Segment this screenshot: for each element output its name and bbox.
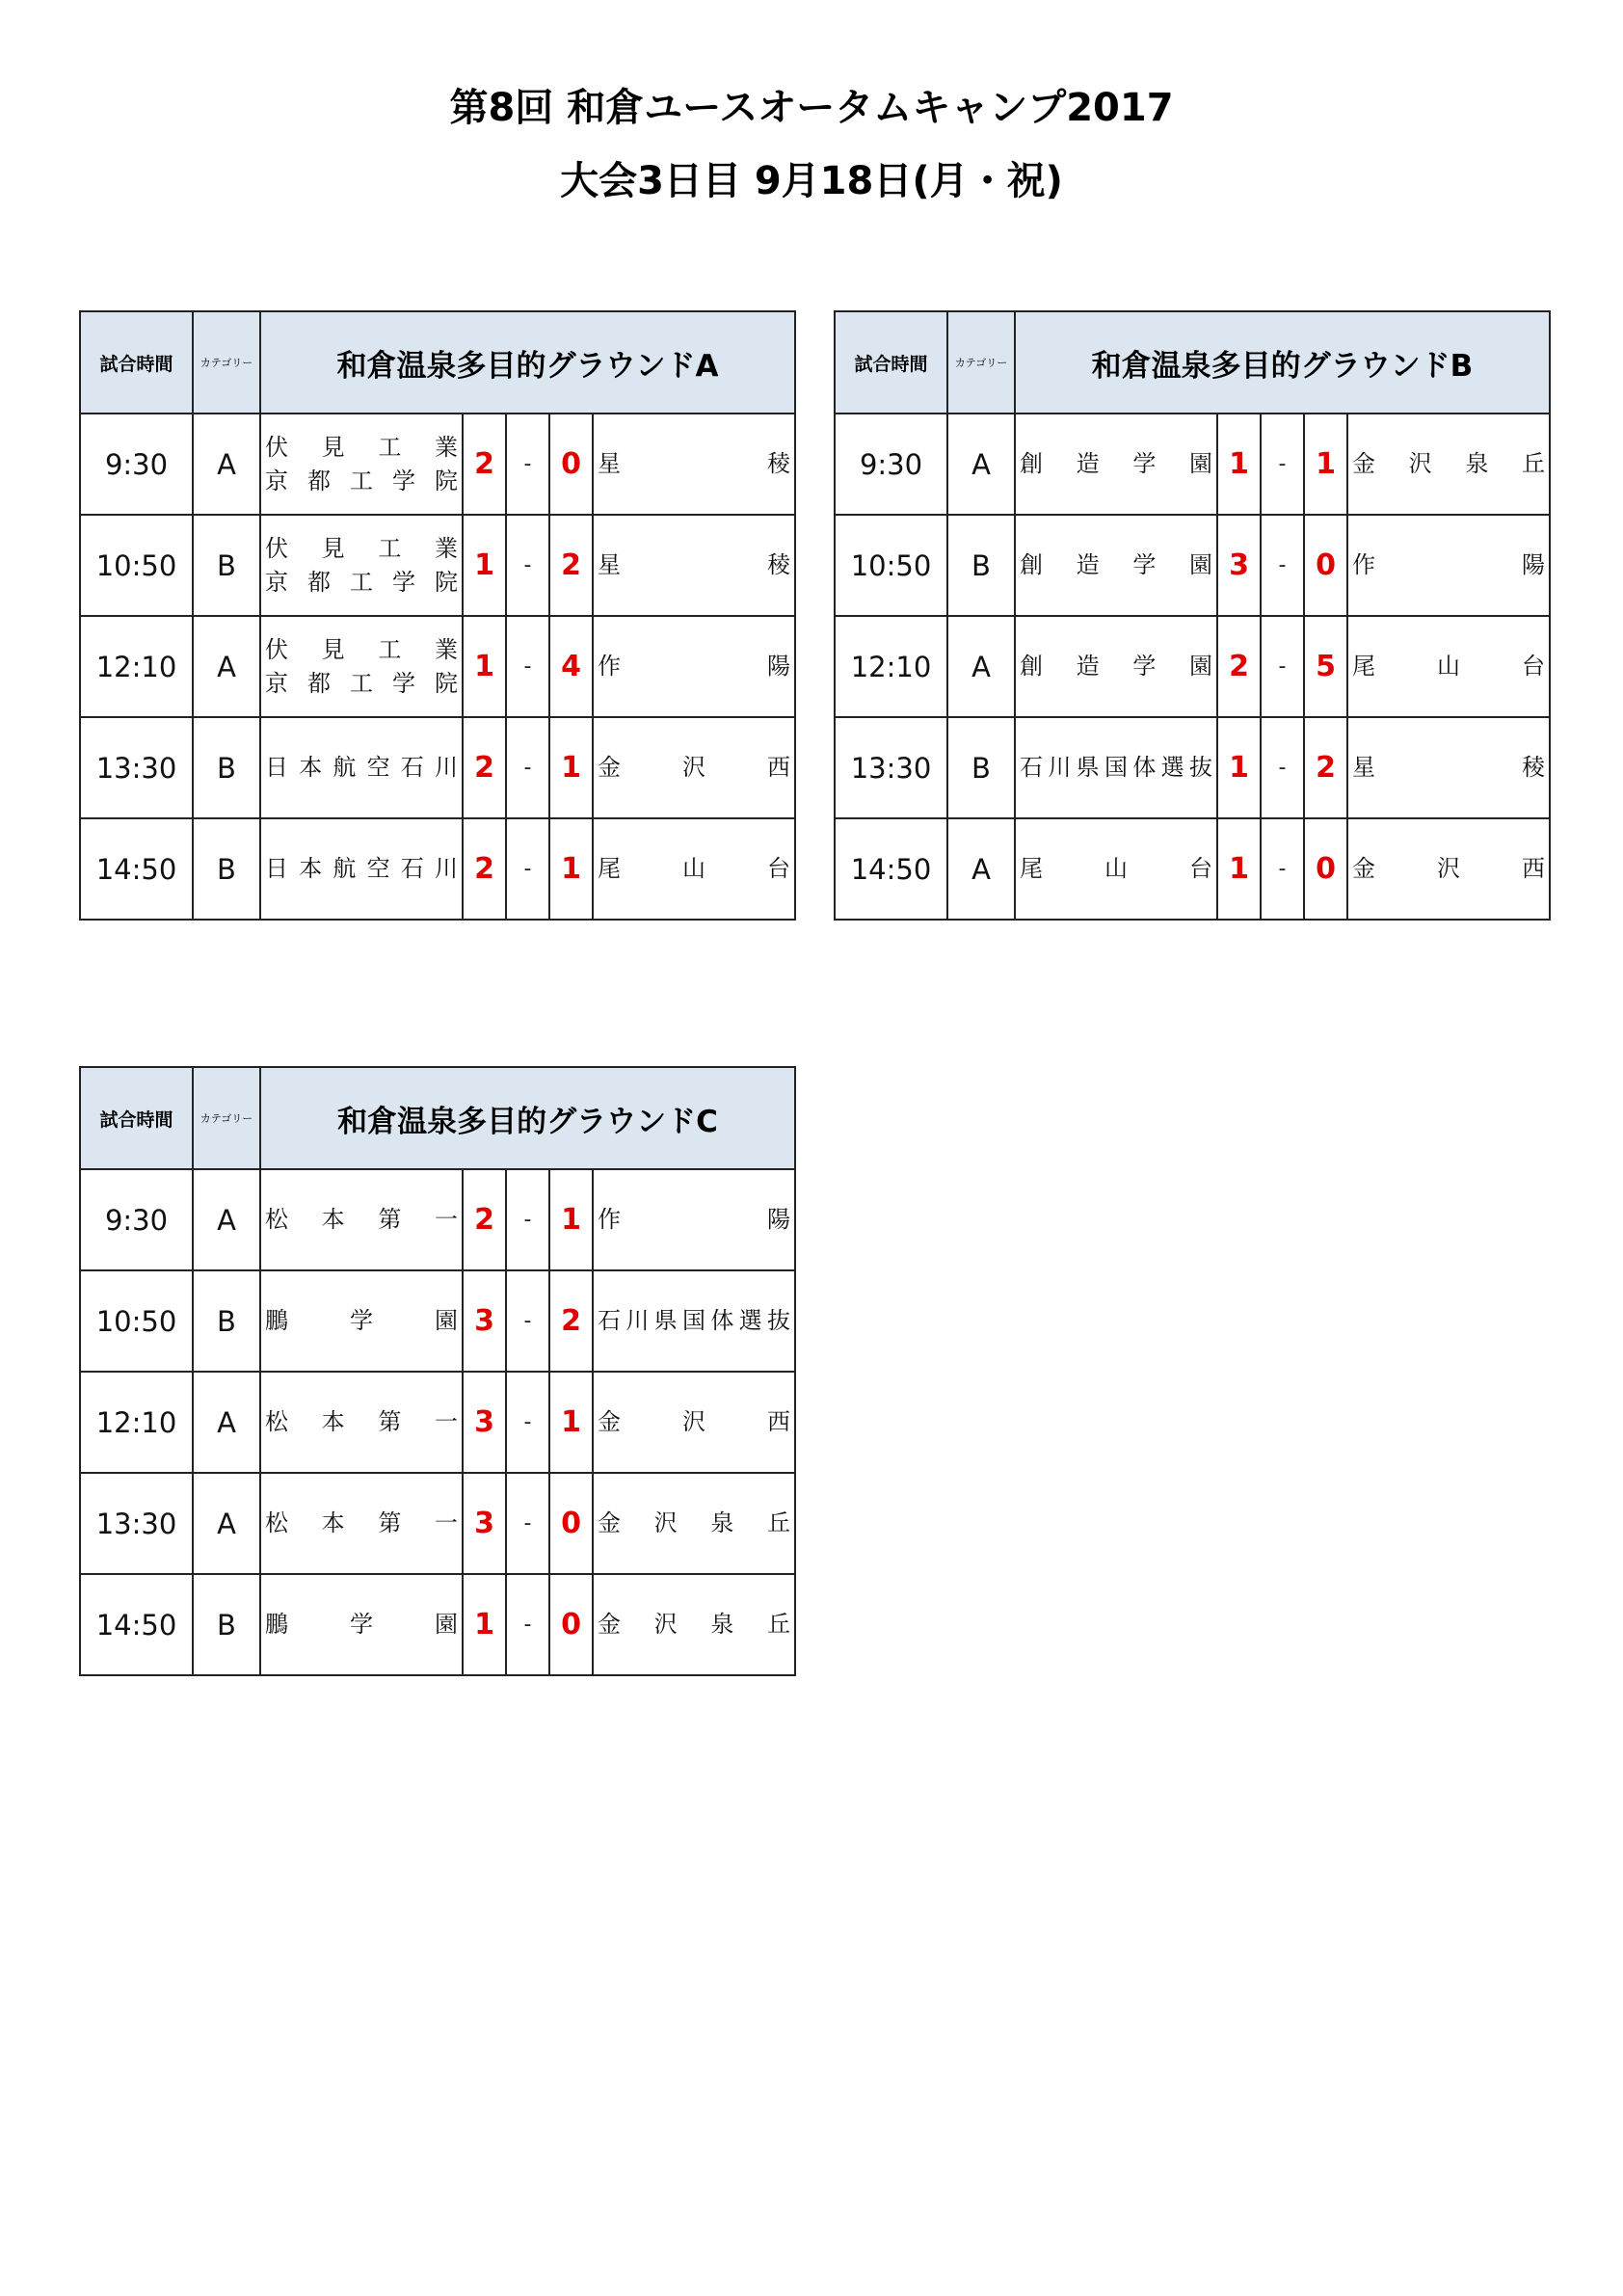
- home-team: [1015, 818, 1217, 920]
- home-team-name: 松 本 第 一: [265, 1408, 458, 1436]
- away-team-name: 作 陽: [1352, 551, 1545, 579]
- score-separator: -: [1261, 616, 1304, 717]
- score-separator: -: [506, 414, 549, 515]
- away-team: [1347, 616, 1550, 717]
- home-team-line: 京都工学院: [265, 467, 458, 494]
- away-score: 0: [549, 414, 593, 515]
- match-row: [80, 1473, 795, 1574]
- home-score: 1: [1217, 414, 1261, 515]
- away-team: [593, 717, 795, 818]
- away-team-name: 尾 山 台: [1352, 653, 1545, 681]
- away-team: [593, 1372, 795, 1473]
- match-time: 13:30: [80, 1473, 193, 1574]
- match-category: A: [193, 1473, 260, 1574]
- schedule-table-ground-a: [79, 310, 796, 921]
- table-header-row: [80, 311, 795, 414]
- home-team: [260, 1372, 463, 1473]
- match-row: [80, 616, 795, 717]
- home-team-line: 伏 見 工 業: [265, 635, 458, 663]
- home-score: 1: [463, 616, 506, 717]
- match-row: [80, 1169, 795, 1270]
- away-team: [593, 515, 795, 616]
- table-header-row: [80, 1067, 795, 1169]
- home-team: [260, 1169, 463, 1270]
- away-team: [593, 1574, 795, 1675]
- header-category: カテゴリー: [193, 311, 260, 414]
- match-category: A: [193, 1372, 260, 1473]
- score-separator: -: [1261, 414, 1304, 515]
- match-category: B: [947, 717, 1015, 818]
- away-team: [1347, 818, 1550, 920]
- away-team: [593, 1473, 795, 1574]
- home-team: [1015, 717, 1217, 818]
- match-category: B: [193, 818, 260, 920]
- home-score: 3: [463, 1372, 506, 1473]
- match-time: 10:50: [80, 1270, 193, 1372]
- match-category: B: [193, 515, 260, 616]
- away-score: 2: [1304, 717, 1347, 818]
- home-score: 2: [463, 818, 506, 920]
- away-score: 1: [549, 1169, 593, 1270]
- away-team-name: 金 沢 西: [598, 1408, 790, 1436]
- home-team: [1015, 515, 1217, 616]
- match-category: B: [193, 1574, 260, 1675]
- match-time: 9:30: [80, 1169, 193, 1270]
- home-score: 1: [1217, 818, 1261, 920]
- header-category: カテゴリー: [193, 1067, 260, 1169]
- home-score: 3: [463, 1270, 506, 1372]
- away-team: [593, 1270, 795, 1372]
- away-team-name: 金 沢 西: [1352, 855, 1545, 883]
- away-score: 1: [549, 717, 593, 818]
- away-team-name: 石川県国体選抜: [598, 1307, 790, 1335]
- score-separator: -: [506, 616, 549, 717]
- score-separator: -: [1261, 717, 1304, 818]
- home-team-name: 創 造 学 園: [1020, 551, 1212, 579]
- away-team-name: 金 沢 泉 丘: [598, 1509, 790, 1537]
- away-team: [1347, 414, 1550, 515]
- away-score: 0: [1304, 818, 1347, 920]
- match-time: 14:50: [80, 1574, 193, 1675]
- home-score: 1: [1217, 717, 1261, 818]
- home-team-name: 鵬 学 園: [265, 1611, 458, 1639]
- match-time: 10:50: [80, 515, 193, 616]
- home-score: 1: [463, 515, 506, 616]
- match-category: B: [193, 717, 260, 818]
- away-team-name: 星 稜: [598, 551, 790, 579]
- match-row: [80, 1574, 795, 1675]
- header-category: カテゴリー: [947, 311, 1015, 414]
- match-category: A: [947, 818, 1015, 920]
- match-row: [835, 616, 1550, 717]
- home-team-line: 京都工学院: [265, 669, 458, 697]
- table-header-row: [835, 311, 1550, 414]
- away-team: [1347, 717, 1550, 818]
- home-team-name: 日本航空石川: [265, 855, 458, 883]
- away-team-name: 金 沢 泉 丘: [1352, 450, 1545, 478]
- header-ground-name: 和倉温泉多目的グラウンドB: [1015, 311, 1550, 414]
- home-team-name: 日本航空石川: [265, 754, 458, 782]
- home-team: [260, 818, 463, 920]
- match-time: 12:10: [835, 616, 947, 717]
- score-separator: -: [506, 818, 549, 920]
- header-time: 試合時間: [835, 311, 947, 414]
- home-score: 2: [463, 1169, 506, 1270]
- page-title: 第8回 和倉ユースオータムキャンプ2017: [449, 86, 1174, 130]
- score-separator: -: [506, 1270, 549, 1372]
- match-time: 9:30: [835, 414, 947, 515]
- match-category: B: [947, 515, 1015, 616]
- away-team: [593, 414, 795, 515]
- home-team: [260, 717, 463, 818]
- match-row: [80, 414, 795, 515]
- away-score: 1: [1304, 414, 1347, 515]
- score-separator: -: [506, 1169, 549, 1270]
- away-score: 0: [549, 1574, 593, 1675]
- home-team-name: 松 本 第 一: [265, 1206, 458, 1234]
- home-team-name: 石川県国体選抜: [1020, 754, 1212, 782]
- home-team-line: 伏 見 工 業: [265, 534, 458, 562]
- page-subtitle: 大会3日目 9月18日(月・祝): [560, 159, 1063, 203]
- match-row: [835, 414, 1550, 515]
- match-row: [80, 717, 795, 818]
- home-team-line: 京都工学院: [265, 568, 458, 596]
- away-team: [1347, 515, 1550, 616]
- match-time: 13:30: [80, 717, 193, 818]
- home-team: [260, 1473, 463, 1574]
- match-row: [835, 818, 1550, 920]
- home-score: 3: [463, 1473, 506, 1574]
- match-time: 9:30: [80, 414, 193, 515]
- schedule-table-ground-b: [834, 310, 1551, 921]
- home-team: [1015, 414, 1217, 515]
- match-category: A: [193, 616, 260, 717]
- away-score: 0: [1304, 515, 1347, 616]
- away-team-name: 作 陽: [598, 1206, 790, 1234]
- home-team-name: 鵬 学 園: [265, 1307, 458, 1335]
- score-separator: -: [506, 1574, 549, 1675]
- score-separator: -: [1261, 818, 1304, 920]
- match-row: [80, 1270, 795, 1372]
- away-team-name: 星 稜: [598, 450, 790, 478]
- schedule-table-ground-c: [79, 1066, 796, 1676]
- away-team-name: 金 沢 西: [598, 754, 790, 782]
- match-row: [80, 1372, 795, 1473]
- away-team-name: 星 稜: [1352, 754, 1545, 782]
- away-team-name: 金 沢 泉 丘: [598, 1611, 790, 1639]
- home-score: 2: [1217, 616, 1261, 717]
- away-score: 5: [1304, 616, 1347, 717]
- away-score: 4: [549, 616, 593, 717]
- home-team: [260, 1270, 463, 1372]
- match-time: 14:50: [835, 818, 947, 920]
- match-row: [835, 717, 1550, 818]
- match-time: 14:50: [80, 818, 193, 920]
- match-time: 12:10: [80, 1372, 193, 1473]
- away-team: [593, 616, 795, 717]
- match-time: 10:50: [835, 515, 947, 616]
- home-team: [1015, 616, 1217, 717]
- home-team-name: 松 本 第 一: [265, 1509, 458, 1537]
- header-time: 試合時間: [80, 1067, 193, 1169]
- score-separator: -: [506, 515, 549, 616]
- header-ground-name: 和倉温泉多目的グラウンドA: [260, 311, 795, 414]
- score-separator: -: [1261, 515, 1304, 616]
- score-separator: -: [506, 1473, 549, 1574]
- home-team: [260, 1574, 463, 1675]
- match-row: [835, 515, 1550, 616]
- score-separator: -: [506, 1372, 549, 1473]
- home-score: 1: [463, 1574, 506, 1675]
- away-score: 1: [549, 1372, 593, 1473]
- home-team-name: 創 造 学 園: [1020, 653, 1212, 681]
- match-category: B: [193, 1270, 260, 1372]
- match-category: A: [193, 414, 260, 515]
- home-score: 2: [463, 717, 506, 818]
- match-row: [80, 515, 795, 616]
- header-time: 試合時間: [80, 311, 193, 414]
- away-score: 2: [549, 1270, 593, 1372]
- home-team-name: 創 造 学 園: [1020, 450, 1212, 478]
- match-category: A: [947, 414, 1015, 515]
- match-time: 13:30: [835, 717, 947, 818]
- header-ground-name: 和倉温泉多目的グラウンドC: [260, 1067, 795, 1169]
- away-team: [593, 818, 795, 920]
- home-team: [260, 616, 463, 717]
- score-separator: -: [506, 717, 549, 818]
- home-team: [260, 414, 463, 515]
- away-score: 0: [549, 1473, 593, 1574]
- away-score: 2: [549, 515, 593, 616]
- match-time: 12:10: [80, 616, 193, 717]
- away-team: [593, 1169, 795, 1270]
- away-score: 1: [549, 818, 593, 920]
- home-score: 2: [463, 414, 506, 515]
- home-team-line: 伏 見 工 業: [265, 433, 458, 461]
- away-team-name: 尾 山 台: [598, 855, 790, 883]
- home-team: [260, 515, 463, 616]
- match-row: [80, 818, 795, 920]
- away-team-name: 作 陽: [598, 653, 790, 681]
- home-score: 3: [1217, 515, 1261, 616]
- home-team-name: 尾 山 台: [1020, 855, 1212, 883]
- match-category: A: [947, 616, 1015, 717]
- match-category: A: [193, 1169, 260, 1270]
